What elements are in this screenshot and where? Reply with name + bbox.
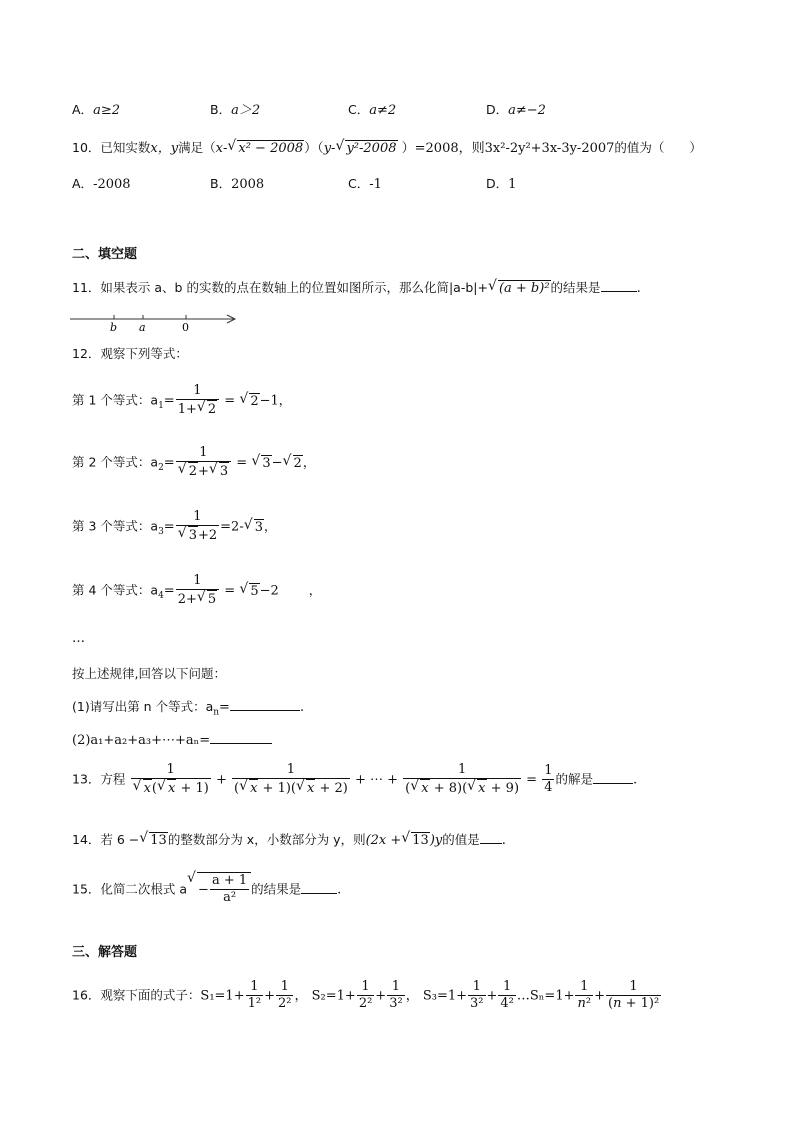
sqrt-x: √ x² − 2008 bbox=[228, 140, 304, 155]
question-12: 12．观察下列等式： bbox=[72, 346, 188, 361]
section-title-solutions: 三、解答题 bbox=[72, 945, 138, 960]
option-b: B．a＞2 bbox=[210, 102, 261, 118]
option-d: D．a≠−2 bbox=[486, 102, 546, 118]
option-a: A．a≥2 bbox=[72, 102, 120, 118]
sqrt-sum: √ (a + b)² bbox=[489, 280, 551, 295]
question-13: 13．方程 1 √ x(√ x + 1) + $\frac{1}{(√ x + 1)(√ x + 2)}$ + ⋯ + $\frac{1}{(√ x + 8)(√ x + 9)}$ = $\frac{1}{4}$ 的解是 . bbox=[72, 763, 637, 797]
question-11: 11．如果表示 a、b 的实数的点在数轴上的位置如图所示，那么化简|a-b|+√ (a + b)²的结果是 . bbox=[72, 280, 641, 295]
option-b: B．2008 bbox=[210, 176, 265, 192]
question-14: 14．若 6 −√ 13的整数部分为 x，小数部分为 y，则(2x +√ 13)y的值是 . bbox=[72, 832, 506, 847]
q9-options bbox=[72, 104, 624, 117]
label-a: a bbox=[139, 321, 146, 334]
section-title-fill-in: 二、填空题 bbox=[72, 247, 138, 262]
equation-3: 第 3 个等式：$a_3=$ 1 √ 3+2 =2-√ 3， bbox=[72, 510, 277, 544]
q10-options bbox=[72, 178, 624, 191]
label-b: b bbox=[110, 321, 118, 334]
sqrt-y: √ y²-2008 bbox=[336, 140, 397, 155]
number-line bbox=[70, 310, 240, 334]
option-d: D．1 bbox=[486, 176, 517, 192]
q12-part2: (2)a₁+a₂+a₃+⋯+aₙ= bbox=[72, 733, 272, 747]
equation-1: 第 1 个等式：$a_1=$ $\frac{1}{1+√ 2}$ = √ 2−1， bbox=[72, 384, 291, 418]
option-a: A．-2008 bbox=[72, 176, 131, 192]
label-0: 0 bbox=[182, 321, 189, 334]
equation-2: 第 2 个等式：$a_2=$ 1 √ 2+√ 3 = √ 3−√ 2， bbox=[72, 446, 315, 480]
option-c: C．-1 bbox=[348, 176, 382, 192]
question-10: 10．已知实数x，y满足（x-√ x² − 2008）（y-√ y²-2008 ）=2008，则3x²-2y²+3x-3y-2007的值为（ ） bbox=[72, 140, 702, 155]
q12-prompt: 按上述规律,回答以下问题： bbox=[72, 666, 226, 681]
equation-4: 第 4 个等式：$a_4=$ $\frac{1}{2+√ 5}$ = √ 5−2 ， bbox=[72, 574, 321, 608]
option-c: C．a≠2 bbox=[348, 102, 397, 118]
ellipsis: … bbox=[72, 631, 85, 646]
q12-part1: (1)请写出第 n 个等式：$a_n=$ . bbox=[72, 699, 305, 718]
question-16: 16．观察下面的式子：S₁=1+ $\frac{1}{\text{1²}}$ + $\frac{1}{\text{2²}}$ ， S₂=1+ $\frac{1}{\text{2²}}$ + $\frac{1}{\text{3²}}$ ， S₃=1+ $\frac{1}{\text{3²}}$ + $\frac{1}{\text{4²}}$ …Sₙ=1+ $\frac{1}{\text{n²}}$ + $\frac{1}{\text{(n + 1)²}}$ bbox=[72, 979, 660, 1011]
question-15: 15．化简二次根式 a√ − $\frac{a + 1}{\text{a²}}$ 的结果是 . bbox=[72, 872, 341, 906]
